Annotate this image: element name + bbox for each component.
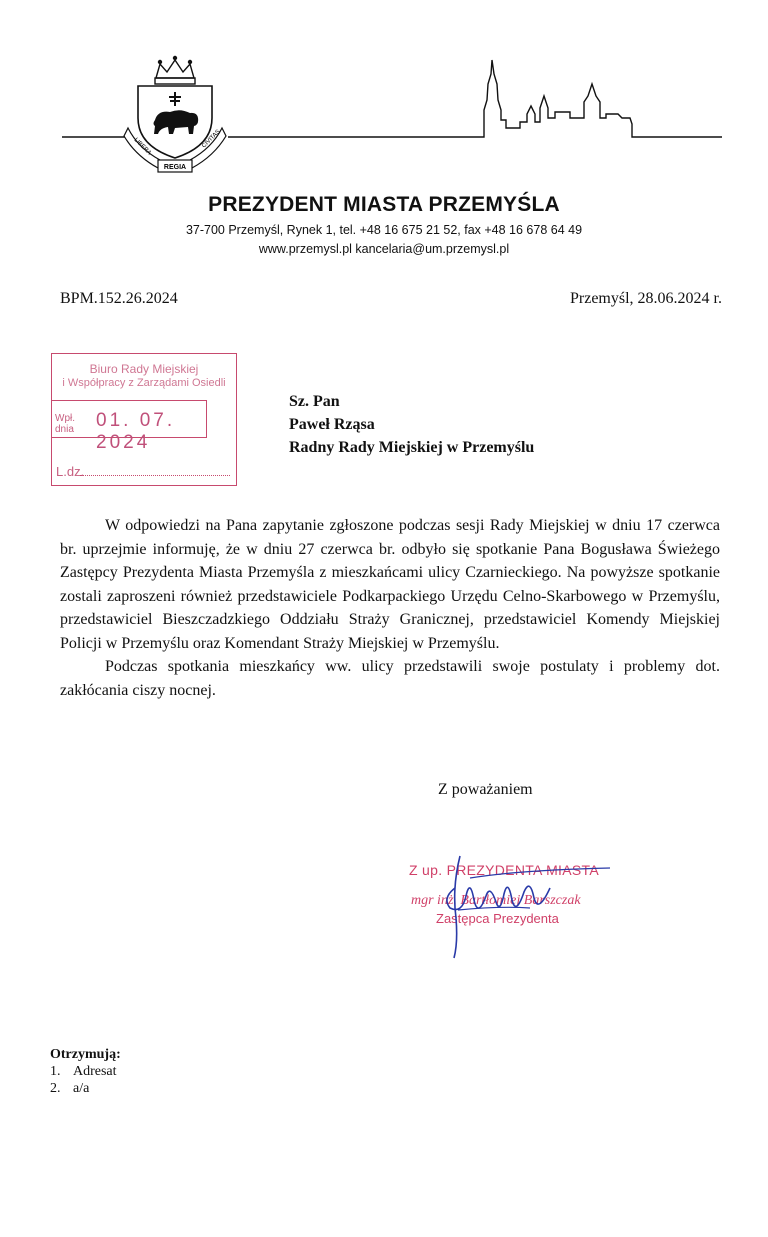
- letterhead-title: PREZYDENT MIASTA PRZEMYŚLA: [208, 193, 560, 216]
- stamp-ldz-label: L.dz.: [56, 464, 85, 479]
- recipient-number: 1.: [50, 1064, 61, 1079]
- registration-stamp: [51, 353, 237, 486]
- signature-stamp-position: Zastępca Prezydenta: [436, 911, 559, 926]
- recipient-label: a/a: [73, 1081, 90, 1096]
- letterhead-graphic: [0, 0, 768, 190]
- city-crest-icon: [124, 56, 226, 172]
- handwritten-signature-icon: [400, 848, 620, 963]
- signature-stamp-authority: Z up. PREZYDENTA MIASTA: [409, 862, 599, 878]
- letterhead-address: 37-700 Przemyśl, Rynek 1, tel. +48 16 675 21 52, fax +48 16 678 64 49: [185, 223, 583, 237]
- addressee-name: Paweł Rząsa: [289, 416, 375, 433]
- stamp-wpl-label: Wpł.: [55, 413, 75, 424]
- body-paragraph-1: W odpowiedzi na Pana zapytanie zgłoszone podczas sesji Rady Miejskiej w dniu 17 czerwca br. uprzejmie informuję, że w dniu 27 czerwca br. odbyło się spotkanie Pana Bogusława Świeżego Zastępcy Prezydenta Miasta Przemyśla z mieszkańcami ulicy Czarnieckiego. Na powyższe spotkanie zostali zaproszeni również przedstawiciele Podkarpackiego Urzędu Celno-Skarbowego w Przemyślu, przedstawiciel Bieszczadzkiego Oddziału Straży Granicznej, przedstawiciel Komendy Miejskiej Policji w Przemyślu oraz Komendant Straży Miejskiej w Przemyślu.: [60, 517, 720, 652]
- signature-stamp-name: mgr inż. Bartłomiej Barszczak: [411, 893, 581, 908]
- stamp-date: 01. 07. 2024: [96, 410, 176, 453]
- stamp-ldz-line: [80, 475, 230, 476]
- reference-number: BPM.152.26.2024: [60, 290, 178, 307]
- crest-ribbon-right: CIVITAS: [201, 128, 222, 150]
- stamp-dnia-label: dnia: [55, 424, 74, 435]
- letter-body: [60, 514, 720, 702]
- body-paragraph-2: Podczas spotkania mieszkańcy ww. ulicy przedstawili swoje postulaty i problemy dot. zakłócania ciszy nocnej.: [60, 658, 720, 699]
- place-and-date: Przemyśl, 28.06.2024 r.: [570, 290, 722, 307]
- recipient-number: 2.: [50, 1081, 61, 1096]
- recipient-item: [50, 1064, 117, 1080]
- letterhead-contact: www.przemysl.pl kancelaria@um.przemysl.pl: [258, 242, 510, 256]
- city-skyline-icon: [478, 60, 722, 137]
- recipient-label: Adresat: [73, 1064, 117, 1079]
- stamp-office-name: Biuro Rady Miejskiej: [89, 362, 199, 376]
- closing-phrase: Z poważaniem: [438, 781, 533, 798]
- stamp-office-subtitle: i Współpracy z Zarządami Osiedli: [62, 377, 226, 389]
- crest-ribbon-left: LIBERA: [132, 137, 152, 157]
- stamp-received-label: [55, 413, 75, 435]
- recipient-item: [50, 1081, 89, 1097]
- recipients-title: Otrzymują:: [50, 1047, 121, 1062]
- crest-ribbon-center: REGIA: [163, 164, 187, 171]
- addressee-salutation: Sz. Pan: [289, 393, 340, 410]
- addressee-title: Radny Rady Miejskiej w Przemyślu: [289, 439, 535, 456]
